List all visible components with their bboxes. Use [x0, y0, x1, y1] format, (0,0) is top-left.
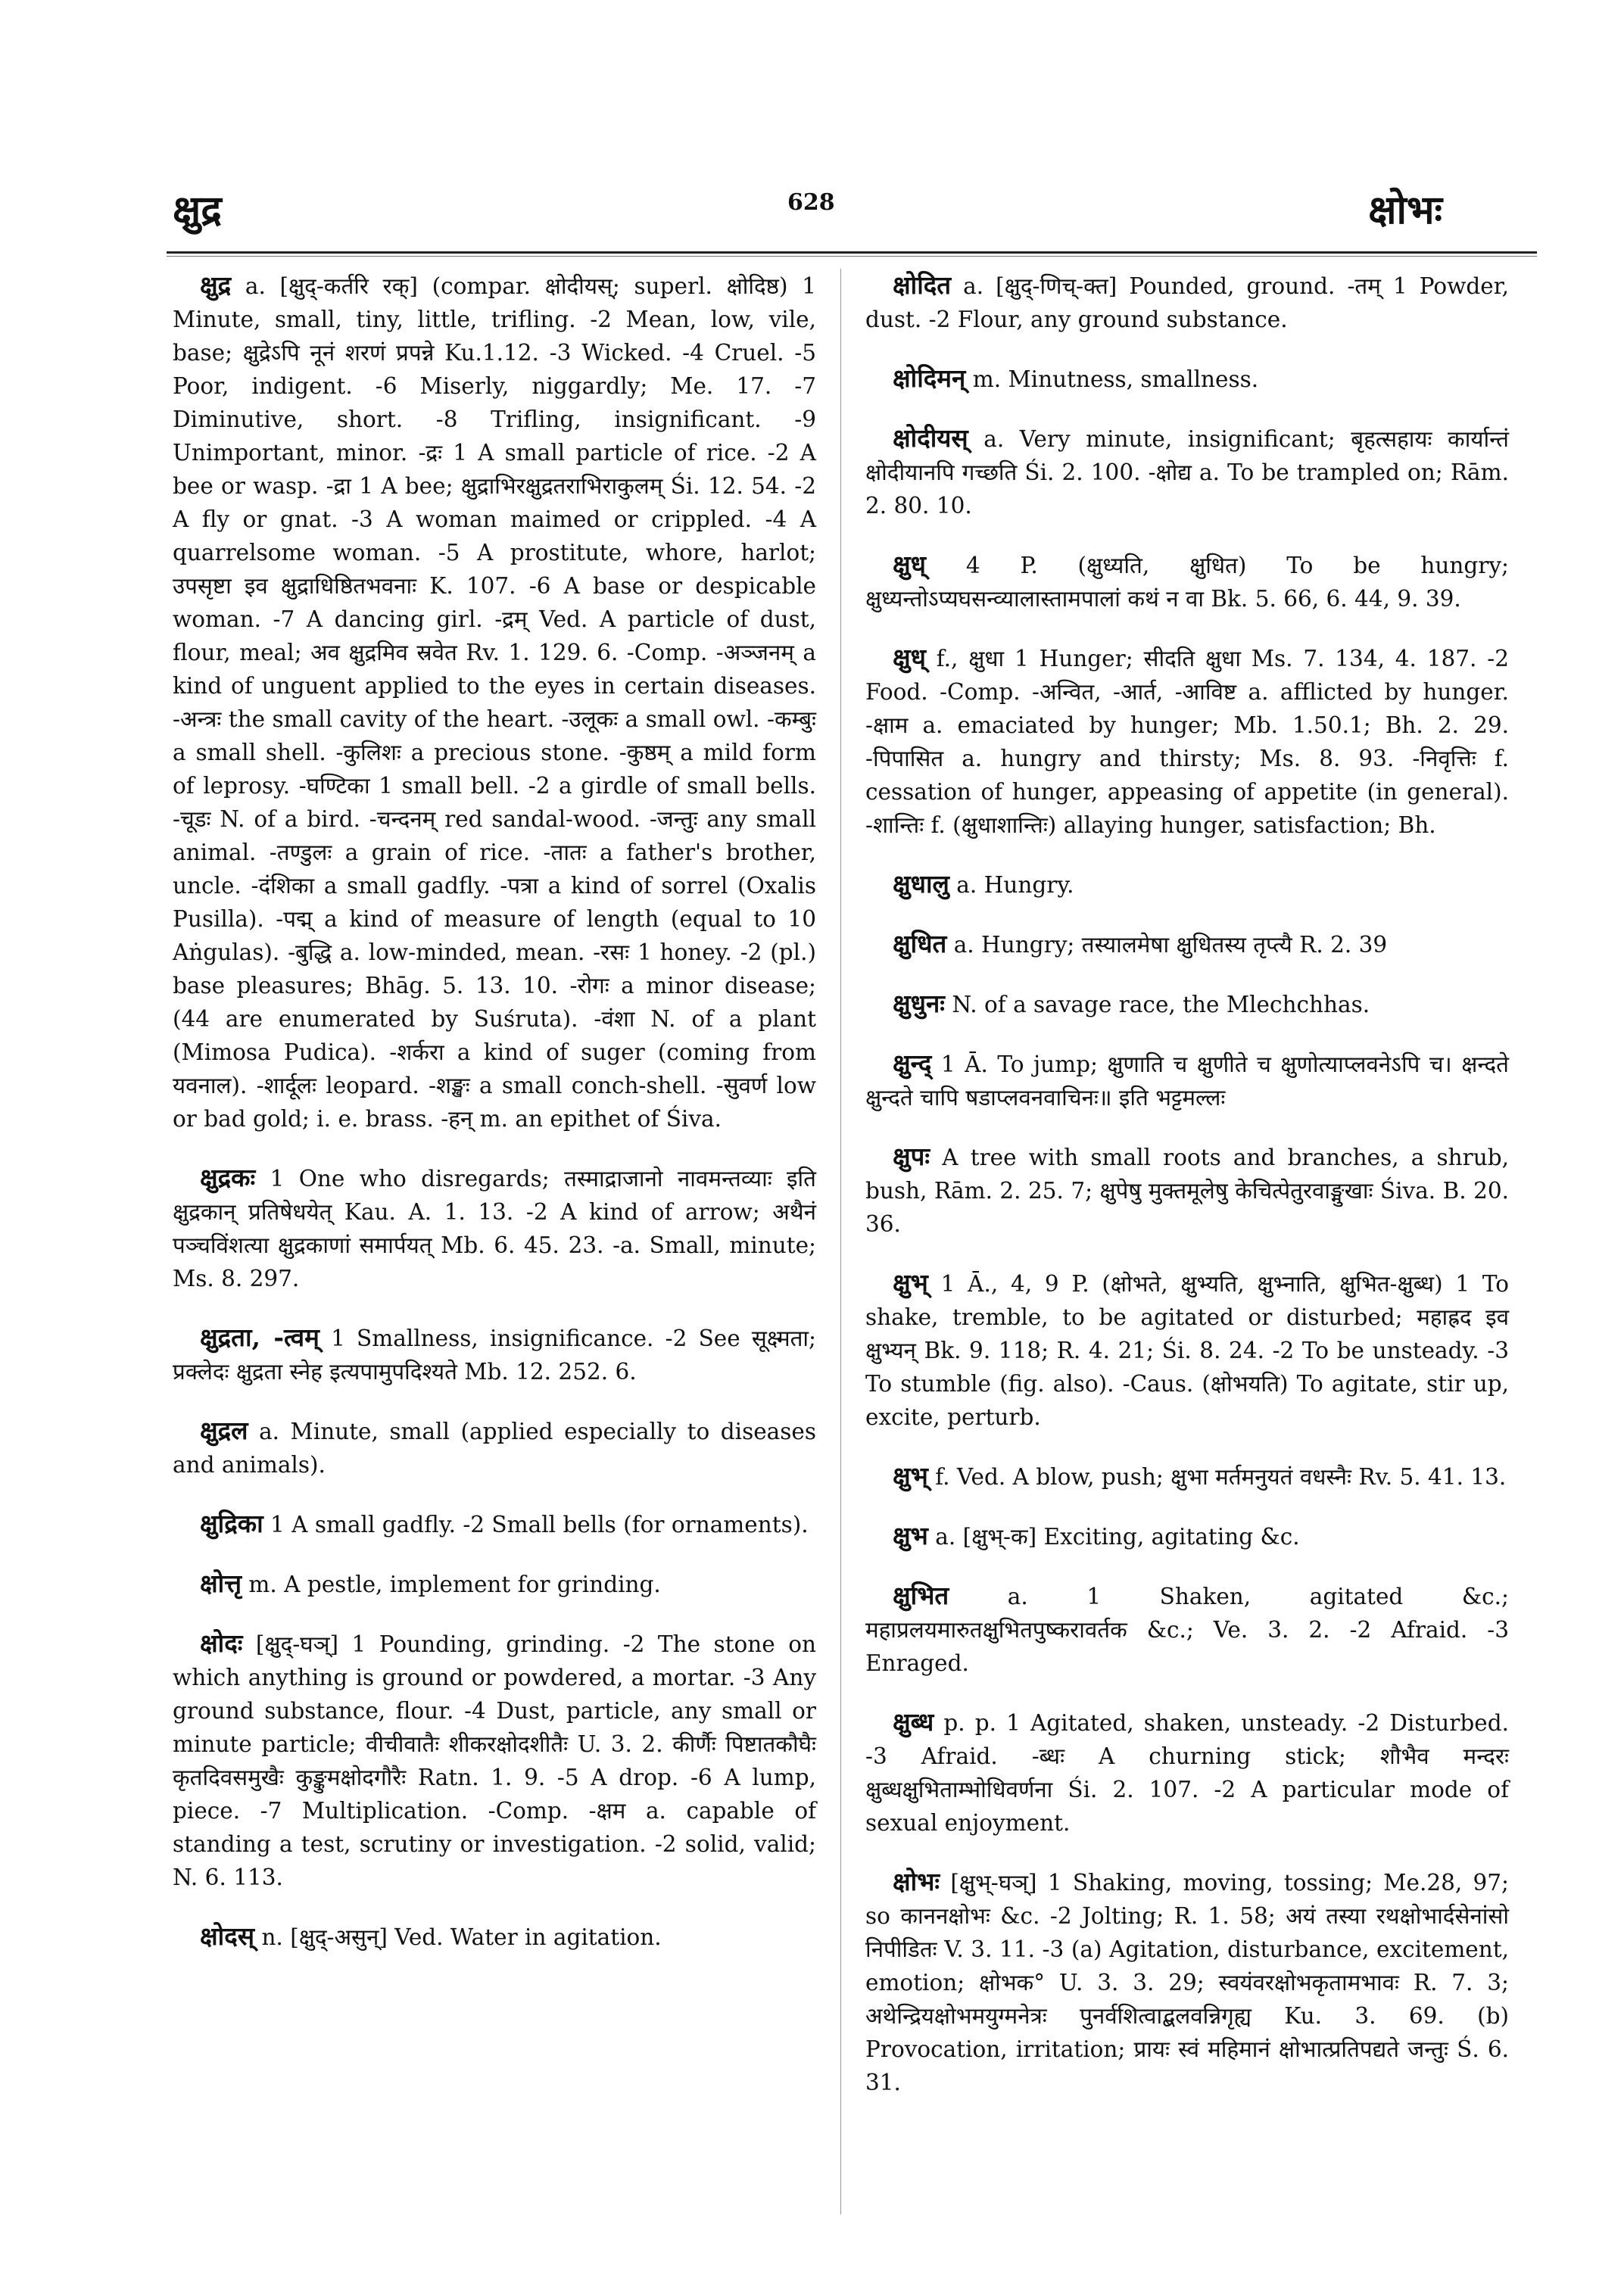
entry-headword: क्षुध्	[893, 643, 926, 672]
entry-definition: 4 P. (क्षुध्यति, क्षुधित) To be hungry; क्षुध्यन्तोऽप्यघसन्व्यालास्तामपालां कथं न वा Bk. 5. 66, 6. 44, 9. 39.	[865, 553, 1509, 612]
dictionary-entry	[865, 1266, 1509, 1434]
dictionary-entry	[865, 1519, 1509, 1553]
entry-definition: n. [क्षुद्-असुन्] Ved. Water in agitation.	[261, 1924, 662, 1950]
left-column	[173, 269, 816, 1980]
entry-definition: [क्षुभ्-घञ्] 1 Shaking, moving, tossing; Me.28, 97; so काननक्षोभः &c. -2 Jolting; R. 1. 58; अयं तस्या रथक्षोभार्दसेनांसो निपीडितः V. 3. 11. -3 (a) Agitation, disturbance, excitement, emotion; क्षोभक° U. 3. 3. 29; स्वयंवरक्षोभकृतामभावः R. 7. 3; अथेन्द्रियक्षोभमयुग्मनेत्रः पुनर्वशित्वाद्बलवन्निगृह्य Ku. 3. 69. (b) Provocation, irritation; प्रायः स्वं महिमानं क्षोभात्प्रतिपद्यते जन्तुः Ś. 6. 31.	[865, 1870, 1509, 2095]
entry-definition: a. Very minute, insignificant; बृहत्सहायः कार्यान्तं क्षोदीयानपि गच्छति Śi. 2. 100. -क्षोद्य a. To be trampled on; Rām. 2. 80. 10.	[865, 426, 1509, 519]
entry-definition: a. [क्षुद्-णिच्-क्त] Pounded, ground. -तम् 1 Powder, dust. -2 Flour, any ground substance.	[865, 273, 1509, 332]
entry-definition: [क्षुद्-घञ्] 1 Pounding, grinding. -2 The stone on which anything is ground or powdered, a mortar. -3 Any ground substance, flour. -4 Dust, particle, any small or minute particle; वीचीवातैः शीकरक्षोदशीतैः U. 3. 2. कीर्णैः पिष्टातकौघैः कृतदिवसमुखैः कुङ्कुमक्षोदगौरैः Ratn. 1. 9. -5 A drop. -6 A lump, piece. -7 Multiplication. -Comp. -क्षम a. capable of standing a test, scrutiny or investigation. -2 solid, valid; N. 6. 113.	[173, 1631, 816, 1890]
dictionary-entry	[865, 548, 1509, 615]
entry-headword: क्षुध्	[893, 550, 926, 579]
entry-headword: क्षुधुनः	[893, 989, 945, 1018]
entry-headword: क्षोदीयस्	[893, 423, 968, 453]
dictionary-entry	[865, 1047, 1509, 1114]
entry-headword: क्षुभ्	[893, 1268, 928, 1298]
entry-headword: क्षुन्द्	[893, 1048, 932, 1078]
entry-definition: a. [क्षुद्-कर्तरि रक्] (compar. क्षोदीयस्; superl. क्षोदिष्ठ) 1 Minute, small, tiny, little, trifling. -2 Mean, low, vile, base; क्षुद्रेऽपि नूनं शरणं प्रपन्ने Ku.1.12. -3 Wicked. -4 Cruel. -5 Poor, indigent. -6 Miserly, niggardly; Me. 17. -7 Diminutive, short. -8 Trifling, insignificant. -9 Unimportant, minor. -द्रः 1 A small particle of rice. -2 A bee or wasp. -द्रा 1 A bee; क्षुद्राभिरक्षुद्रतराभिराकुलम् Śi. 12. 54. -2 A fly or gnat. -3 A woman maimed or crippled. -4 A quarrelsome woman. -5 A prostitute, whore, harlot; उपसृष्टा इव क्षुद्राधिष्ठितभवनाः K. 107. -6 A base or despicable woman. -7 A dancing girl. -द्रम् Ved. A particle of dust, flour, meal; अव क्षुद्रमिव स्रवेत Rv. 1. 129. 6. -Comp. -अञ्जनम् a kind of unguent applied to the eyes in certain diseases. -अन्त्रः the small cavity of the heart. -उलूकः a small owl. -कम्बुः a small shell. -कुलिशः a precious stone. -कुष्ठम् a mild form of leprosy. -घण्टिका 1 small bell. -2 a girdle of small bells. -चूडः N. of a bird. -चन्दनम् red sandal-wood. -जन्तुः any small animal. -तण्डुलः a grain of rice. -तातः a father's brother, uncle. -दंशिका a small gadfly. -पत्रा a kind of sorrel (Oxalis Pusilla). -पद्म् a kind of measure of length (equal to 10 Aṅgulas). -बुद्धि a. low-minded, mean. -रसः 1 honey. -2 (pl.) base pleasures; Bhāg. 5. 13. 10. -रोगः a minor disease; (44 are enumerated by Suśruta). -वंशा N. of a plant (Mimosa Pudica). -शर्करा a kind of suger (coming from यवनाल). -शार्दूलः leopard. -शङ्खः a small conch-shell. -सुवर्ण low or bad gold; i. e. brass. -हन् m. an epithet of Śiva.	[173, 273, 816, 1132]
dictionary-entry	[865, 1140, 1509, 1241]
entry-headword: क्षोदिमन्	[893, 363, 966, 393]
page-header	[0, 159, 1624, 250]
entry-definition: f., क्षुधा 1 Hunger; सीदति क्षुधा Ms. 7. 134, 4. 187. -2 Food. -Comp. -अन्वित, -आर्त, -आविष्ट a. afflicted by hunger. -क्षाम a. emaciated by hunger; Mb. 1.50.1; Bh. 2. 29. -पिपासित a. hungry and thirsty; Ms. 8. 93. -निवृत्तिः f. cessation of hunger, appeasing of appetite (in general). -शान्तिः f. (क्षुधाशान्तिः) allaying hunger, satisfaction; Bh.	[865, 646, 1509, 838]
entry-headword: क्षुद्रिका	[200, 1509, 263, 1538]
entry-definition: f. Ved. A blow, push; क्षुभा मर्तमनुयतं वधस्नैः Rv. 5. 41. 13.	[935, 1464, 1507, 1490]
dictionary-entry	[865, 868, 1509, 902]
entry-definition: a. Minute, small (applied especially to diseases and animals).	[173, 1419, 816, 1478]
dictionary-entry	[865, 1706, 1509, 1840]
dictionary-entry	[865, 422, 1509, 522]
entry-definition: 1 One who disregards; तस्माद्राजानो नावमन्तव्याः इति क्षुद्रकान् प्रतिषेधयेत् Kau. A. 1. 13. -2 A kind of arrow; अथैनं पञ्चविंशत्या क्षुद्रकाणां समार्पयत् Mb. 6. 45. 23. -a. Small, minute; Ms. 8. 297.	[173, 1166, 816, 1291]
entry-headword: क्षुद्रकः	[200, 1163, 256, 1192]
entry-headword: क्षोभः	[893, 1867, 940, 1896]
entry-headword: क्षोदस्	[200, 1921, 255, 1951]
entry-definition: 1 Ā., 4, 9 P. (क्षोभते, क्षुभ्यति, क्षुभ्नाति, क्षुभित-क्षुब्ध) 1 To shake, tremble, to be agitated or disturbed; महाह्रद इव क्षुभ्यन् Bk. 9. 118; R. 4. 21; Śi. 8. 24. -2 To be unsteady. -3 To stumble (fig. also). -Caus. (क्षोभयति) To agitate, stir up, excite, perturb.	[865, 1271, 1509, 1430]
entry-definition: 1 Ā. To jump; क्षुणाति च क्षुणीते च क्षुणोत्याप्लवनेऽपि च। क्षन्दते क्षुन्दते चापि षडाप्लवनवाचिनः॥ इति भट्टमल्लः	[865, 1051, 1509, 1111]
entry-definition: m. A pestle, implement for grinding.	[248, 1572, 661, 1597]
dictionary-entry	[173, 269, 816, 1136]
entry-definition: N. of a savage race, the Mlechchhas.	[952, 992, 1370, 1017]
header-rule-thin	[167, 256, 1537, 257]
header-rule	[167, 251, 1537, 254]
entry-headword: क्षुभित	[893, 1581, 949, 1610]
entry-definition: a. Hungry; तस्यालमेषा क्षुधितस्य तृप्त्यै R. 2. 39	[953, 932, 1388, 958]
entry-headword: क्षुधित	[893, 929, 947, 958]
entry-definition: p. p. 1 Agitated, shaken, unsteady. -2 Disturbed. -3 Afraid. -ब्धः A churning stick; शौभैव मन्दरः क्षुब्धक्षुभिताम्भोधिवर्णना Śi. 2. 107. -2 A particular mode of sexual enjoyment.	[865, 1710, 1509, 1836]
entry-headword: क्षुधालु	[893, 869, 949, 899]
dictionary-entry	[865, 927, 1509, 961]
dictionary-entry	[865, 1460, 1509, 1494]
dictionary-entry	[865, 1865, 1509, 2099]
dictionary-entry	[865, 269, 1509, 336]
page-number: 628	[787, 189, 835, 216]
left-running-head: क्षुद्र	[173, 187, 222, 233]
dictionary-entry	[865, 987, 1509, 1021]
dictionary-entry	[173, 1567, 816, 1601]
entry-definition: 1 A small gadfly. -2 Small bells (for ornaments).	[270, 1512, 809, 1537]
dictionary-entry	[173, 1507, 816, 1541]
dictionary-entry	[865, 362, 1509, 396]
entry-headword: क्षुपः	[893, 1142, 930, 1171]
right-column	[865, 269, 1509, 2125]
entry-definition: a. 1 Shaken, agitated &c.; महाप्रलयमारुतक्षुभितपुष्करावर्तक &c.; Ve. 3. 2. -2 Afraid. -3 Enraged.	[865, 1584, 1509, 1676]
dictionary-entry	[173, 1920, 816, 1954]
entry-headword: क्षुद्र	[200, 270, 232, 300]
dictionary-entry	[865, 1579, 1509, 1680]
entry-definition: a. [क्षुभ्-क] Exciting, agitating &c.	[935, 1524, 1300, 1550]
entry-headword: क्षुद्रता, -त्वम्	[200, 1323, 320, 1352]
entry-definition: 1 Smallness, insignificance. -2 See सूक्ष्मता; प्रक्लेदः क्षुद्रता स्नेह इत्यपामुपदिश्यते Mb. 12. 252. 6.	[173, 1326, 816, 1385]
dictionary-entry	[173, 1161, 816, 1295]
entry-headword: क्षुब्ध	[893, 1707, 934, 1737]
entry-headword: क्षुद्रल	[200, 1416, 248, 1445]
right-running-head: क्षोभः	[1368, 187, 1442, 233]
entry-headword: क्षोदित	[893, 270, 952, 300]
entry-headword: क्षुभ	[893, 1521, 928, 1550]
entry-definition: A tree with small roots and branches, a shrub, bush, Rām. 2. 25. 7; क्षुपेषु मुक्तमूलेषु केचित्पेतुरवाङ्मुखाः Śiva. B. 20. 36.	[865, 1145, 1509, 1237]
dictionary-entry	[173, 1627, 816, 1894]
dictionary-entry	[173, 1414, 816, 1481]
column-divider	[840, 269, 841, 2214]
entry-headword: क्षोदः	[200, 1628, 243, 1658]
entry-definition: a. Hungry.	[956, 872, 1074, 898]
entry-headword: क्षोत्तृ	[200, 1569, 242, 1598]
dictionary-entry	[173, 1321, 816, 1388]
entry-definition: m. Minutness, smallness.	[972, 366, 1259, 392]
dictionary-entry	[865, 641, 1509, 842]
entry-headword: क्षुभ्	[893, 1461, 928, 1491]
